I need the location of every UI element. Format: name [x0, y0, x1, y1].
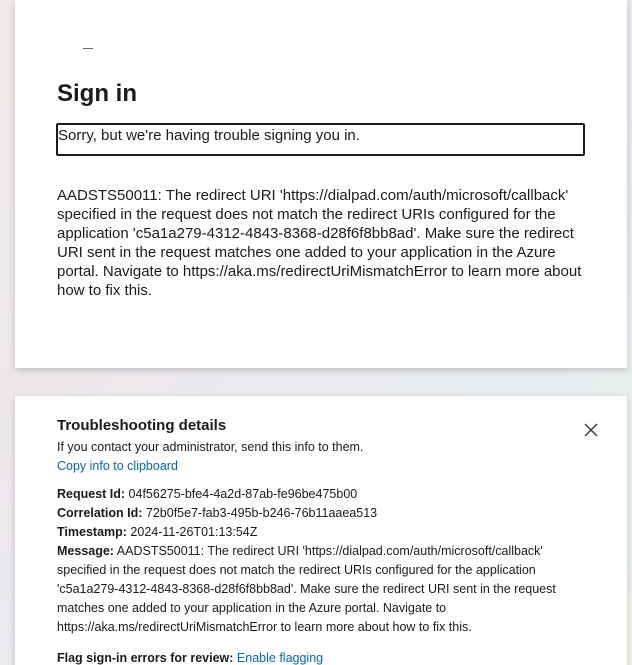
- error-description: AADSTS50011: The redirect URI 'https://dialpad.com/auth/microsoft/callback' specified in the request does not match the redirect URIs configured for the application 'c5a1a279-4312-4843-8368-d28f6f8bb8ad'. Make sure the redirect URI sent in the request matches one added to your application in the Azure portal. Navigate to https://aka.ms/redirectUriMismatchError to learn more about how to fix this.: [57, 187, 582, 299]
- message-row: [57, 542, 587, 637]
- timestamp-value: 2024-11-26T01:13:54Z: [130, 525, 258, 539]
- correlation-id-row: [57, 504, 377, 523]
- troubleshooting-title: Troubleshooting details: [57, 417, 227, 434]
- close-icon: [580, 419, 602, 441]
- logo-placeholder: [83, 48, 93, 49]
- request-id-label: Request Id:: [57, 487, 126, 501]
- flag-row: [57, 649, 323, 665]
- copy-info-link[interactable]: Copy info to clipboard: [57, 459, 178, 473]
- error-summary-box: [56, 123, 585, 156]
- message-label: Message:: [57, 544, 114, 558]
- timestamp-label: Timestamp:: [57, 525, 127, 539]
- page-title: Sign in: [57, 80, 137, 107]
- flag-label: Flag sign-in errors for review:: [57, 651, 234, 665]
- error-summary-text: Sorry, but we're having trouble signing you in.: [58, 127, 360, 144]
- request-id-value: 04f56275-bfe4-4a2d-87ab-fe96be475b00: [128, 487, 358, 501]
- correlation-id-label: Correlation Id:: [57, 506, 143, 520]
- signin-card: [15, 0, 627, 368]
- correlation-id-value: 72b0f5e7-fab3-495b-b246-76b11aaea513: [145, 506, 378, 520]
- timestamp-row: [57, 523, 257, 542]
- troubleshooting-card: [15, 396, 627, 665]
- enable-flagging-link[interactable]: Enable flagging: [236, 651, 324, 665]
- message-value: AADSTS50011: The redirect URI 'https://dialpad.com/auth/microsoft/callback' specified in the request does not match the redirect URIs configured for the application 'c5a1a279-4312-4843-8368-d28f6f8bb8ad'. Make sure the redirect URI sent in the request matches one added to your application in the Azure portal. Navigate to https://aka.ms/redirectUriMismatchError to learn more about how to fix this.: [57, 544, 556, 634]
- request-id-row: [57, 485, 357, 504]
- close-button[interactable]: [580, 419, 602, 441]
- troubleshooting-subtitle: If you contact your administrator, send this info to them.: [57, 440, 364, 454]
